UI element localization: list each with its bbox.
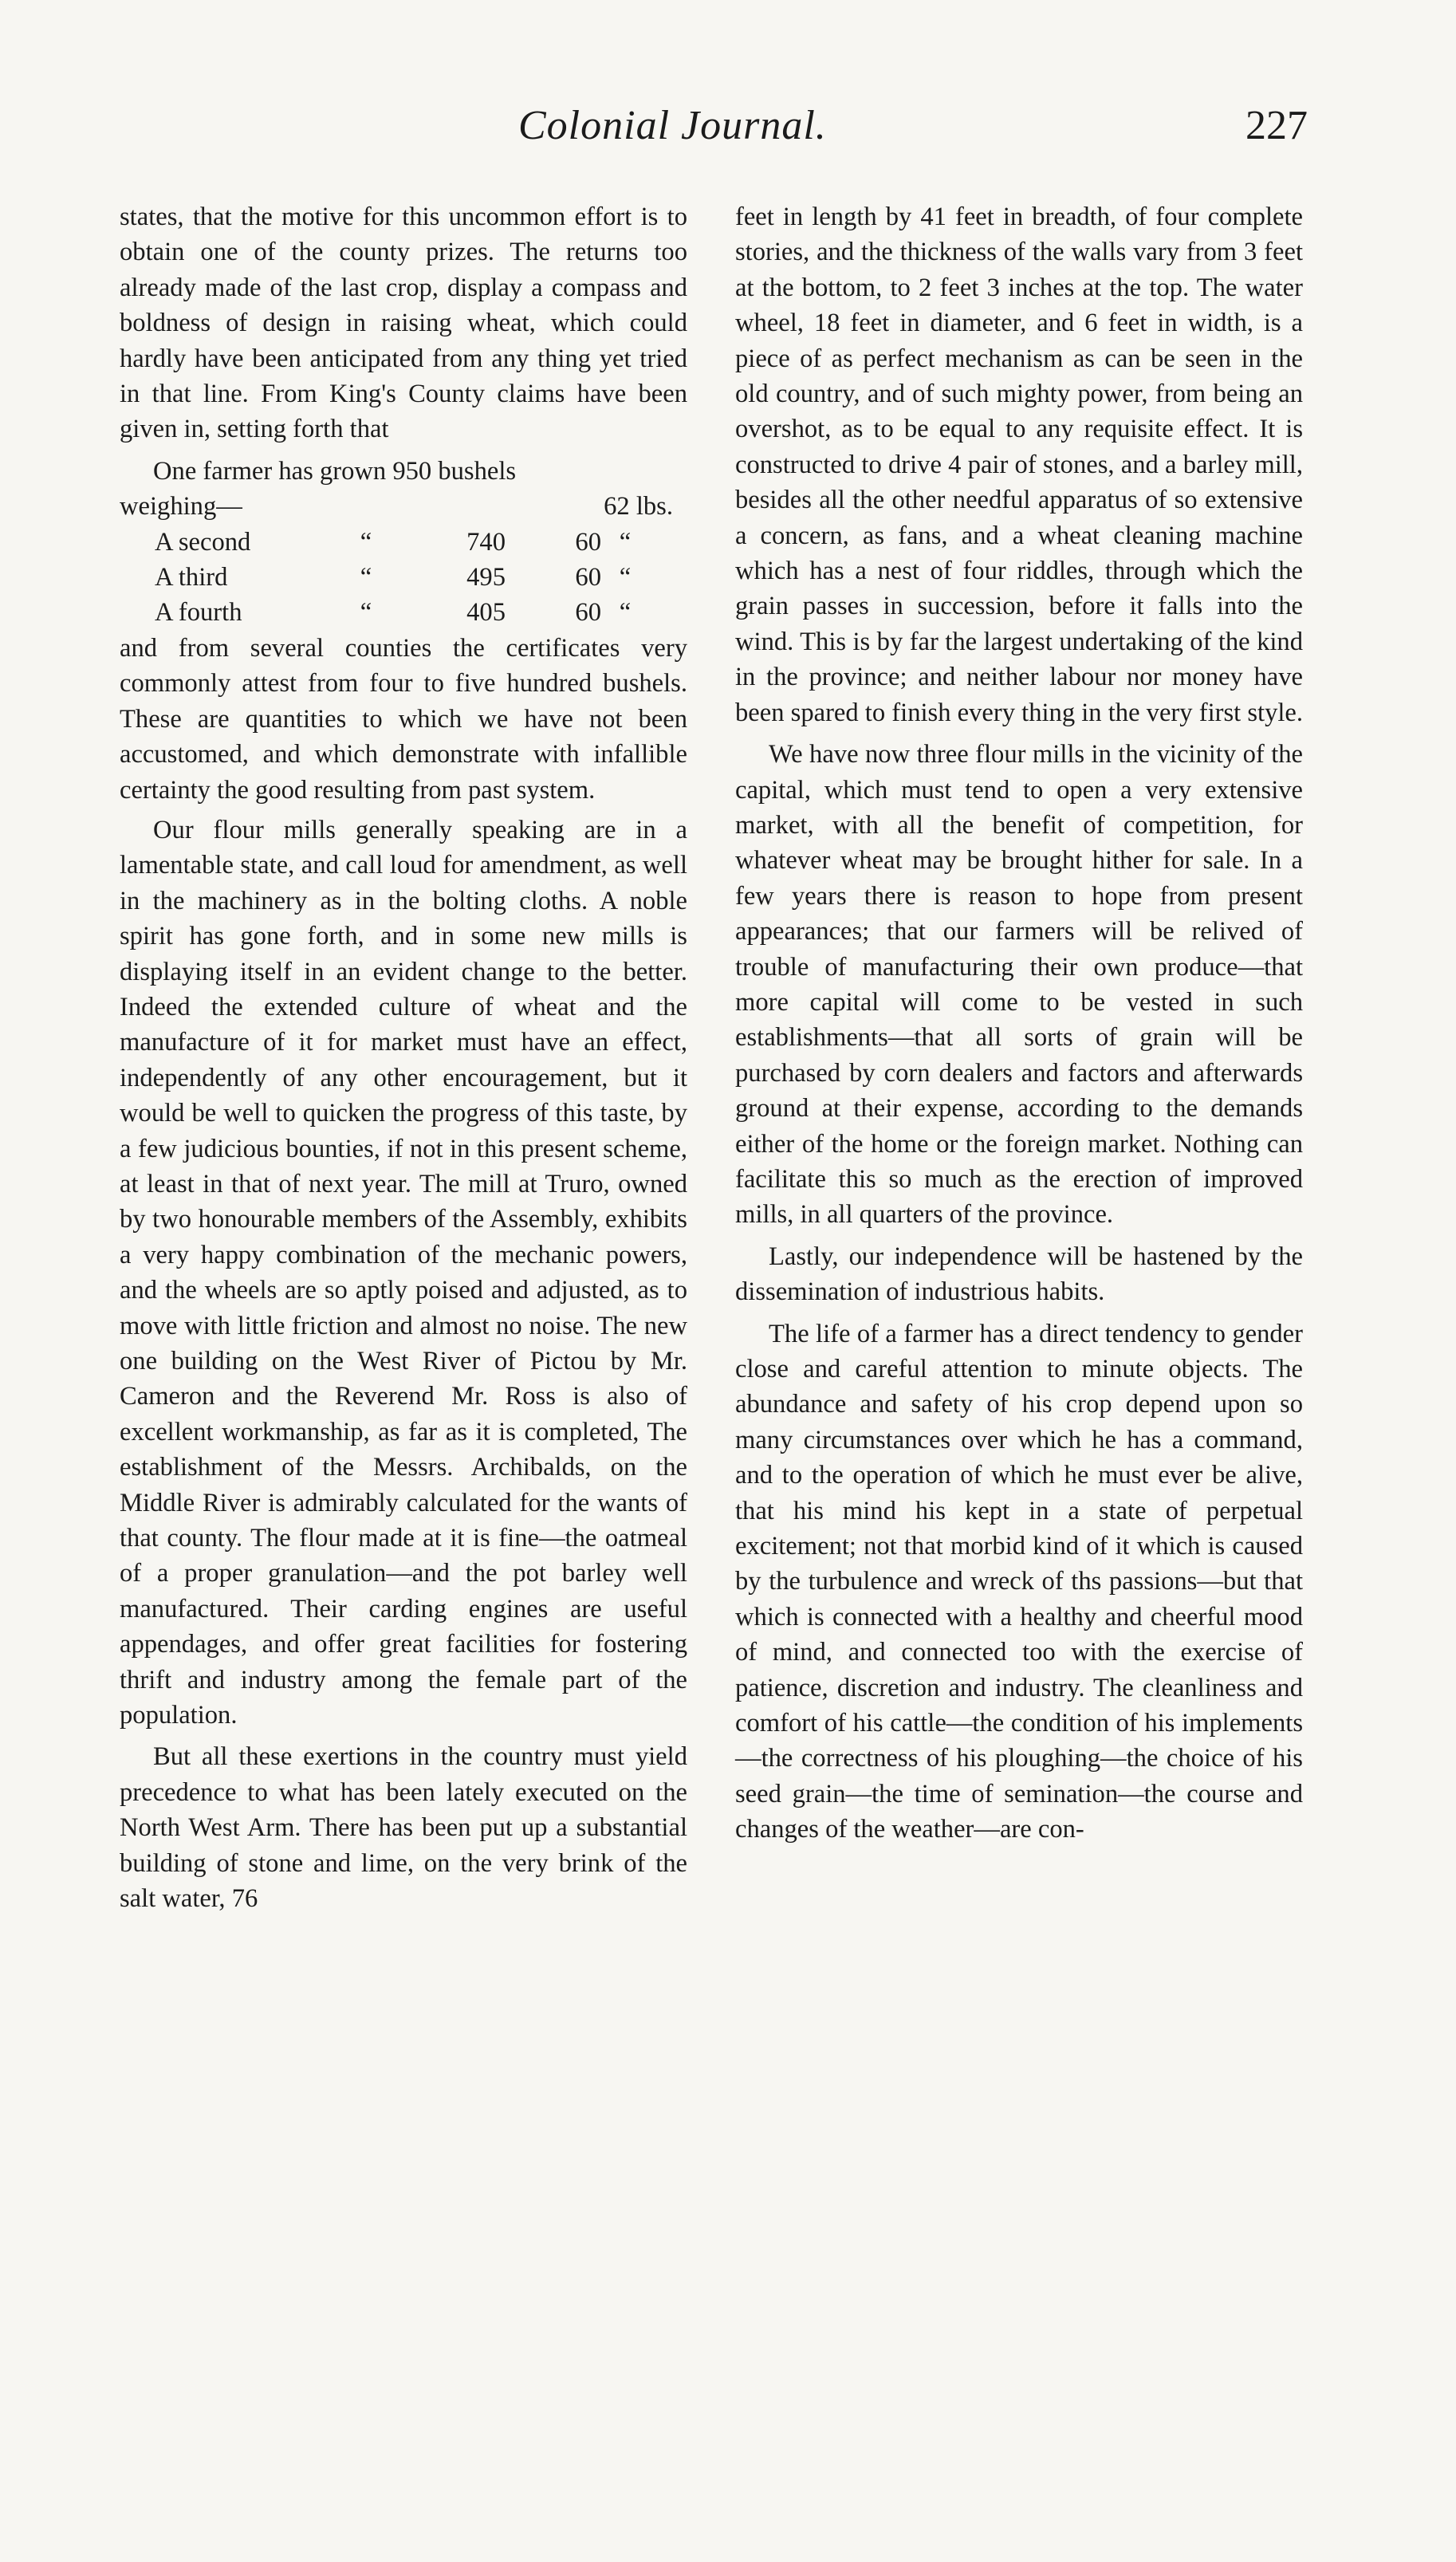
right-column [735,199,1303,1854]
tally-row-label: A third [155,563,228,592]
tally-row-label: A fourth [155,598,242,628]
paragraph-mill-description: feet in length by 41 feet in breadth, of four complete stories, and the thickness of the walls vary from 3 feet at the bottom, to 2 feet 3 inches at the top. The water wheel, 18 feet in diameter, and 6 feet in width, is a piece of as perfect mechanism as can be seen in the old country, and of such mighty power, from being an overshot, as to be equal to any requisite effect. It is constructed to drive 4 pair of stones, and a barley mill, besides all the other needful apparatus of so extensive a concern, as fans, and a wheat cleaning machine which has a nest of four riddles, through which the grain passes in succession, before it falls into the wind. This is by far the largest undertaking of the kind in the province; and neither labour nor money have been spared to finish every thing in the very first style. [735,203,1304,727]
harvest-tally [120,454,687,808]
ditto-mark: “ [360,527,372,557]
page-header [120,102,1308,166]
paragraph-prizes: states, that the motive for this uncommon effort is to obtain one of the county prizes. The returns too already made of the last crop, display a compass and boldness of design in raising wheat, which could hardly have been anticipated from any thing yet tried in that line. From King's County claims have been given in, setting forth that [120,203,687,444]
ditto-mark: “ [619,563,632,592]
tally-weighing-line [120,489,687,524]
paragraph-farmer-life: The life of a farmer has a direct tendency to gender close and careful attention to minute objects. The abundance and safety of his crop depend upon so many circumstances over which he has a command, and to the operation of which he must ever be alive, that his mind his kept in a state of perpetual excitement; not that morbid kind of it which is caused by the turbulence and wreck of ths passions—but that which is connected with a healthy and cheerful mood of mind, and connected too with the exercise of patience, discretion and industry. The cleanliness and comfort of his cattle—the condition of his implements—the correctness of his ploughing—the choice of his seed grain—the time of semination—the course and changes of the weather—are con- [735,1319,1303,1844]
ditto-mark: “ [360,598,372,628]
left-column [120,199,687,1923]
paragraph-capital-mills: We have now three flour mills in the vicinity of the capital, which must tend to open a very extensive market, with all the benefit of competition, for whatever wheat may be brought hither for sale. In a few years there is reason to hope from present appearances; that our farmers will be relived of trouble of manufacturing their own produce—that more capital will come to be vested in such establishments—that all sorts of grain will be purchased by corn dealers and factors and afterwards ground at their expense, according to the demands either of the home or the foreign market. Nothing can facilitate this so much as the erection of improved mills, in all quarters of the province. [735,740,1303,1230]
ditto-mark: “ [360,563,372,592]
tally-bushels: 495 [466,563,506,592]
tally-bushels: 405 [466,598,506,628]
page-number: 227 [1245,103,1308,148]
tally-weight: 60 [575,563,601,592]
tally-bushels: 740 [466,527,506,557]
running-title: Colonial Journal. [518,103,827,148]
tally-row [120,595,687,630]
tally-row [120,525,687,560]
tally-weight: 60 [575,527,601,557]
paragraph-north-west-arm: But all these exertions in the country must yield precedence to what has been lately executed on the North West Arm. There has been put up a substantial building of stone and lime, on the very brink of the salt water, 76 [120,1742,687,1914]
paragraph-flour-mills: Our flour mills generally speaking are in a lamentable state, and call loud for amendment, as well in the machinery as in the bolting cloths. A noble spirit has gone forth, and in some new mills is displaying itself in an evident change to the better. Indeed the extended culture of wheat and the manufacture of it for market must have an effect, independently of any other encouragement, but it would be well to quicken the progress of this taste, by a few judicious bounties, if not in this present scheme, at least in that of next year. The mill at Truro, owned by two honourable members of the Assembly, exhibits a very happy combination of the mechanic powers, and the wheels are so aptly poised and adjusted, as to move with little friction and almost no noise. The new one building on the West River of Pictou by Mr. Cameron and the Reverend Mr. Ross is also of excellent workmanship, as far as it is completed, The establishment of the Messrs. Archibalds, on the Middle River is admirably calculated for the wants of that county. The flour made at it is fine—the oatmeal of a proper granulation—and the pot barley well manufactured. Their carding engines are useful appendages, and offer great facilities for fostering thrift and industry among the female part of the population. [120,815,687,1730]
ditto-mark: “ [619,598,632,628]
tally-unit: 62 lbs. [604,492,673,521]
tally-conclusion: and from several counties the certificates very commonly attest from four to five hundred bushels. These are quantities to which we have not been accustomed, and which demonstrate with infallible certainty the good resulting from past system. [120,633,687,805]
tally-intro: One farmer has grown 950 bushels [153,456,517,486]
paragraph-independence: Lastly, our independence will be hastened by the dissemination of industrious habits. [735,1242,1303,1307]
tally-row-label: A second [155,527,251,557]
tally-row [120,560,687,595]
tally-weight: 60 [575,598,601,628]
tally-weighing: weighing— [120,492,242,521]
ditto-mark: “ [619,527,632,557]
